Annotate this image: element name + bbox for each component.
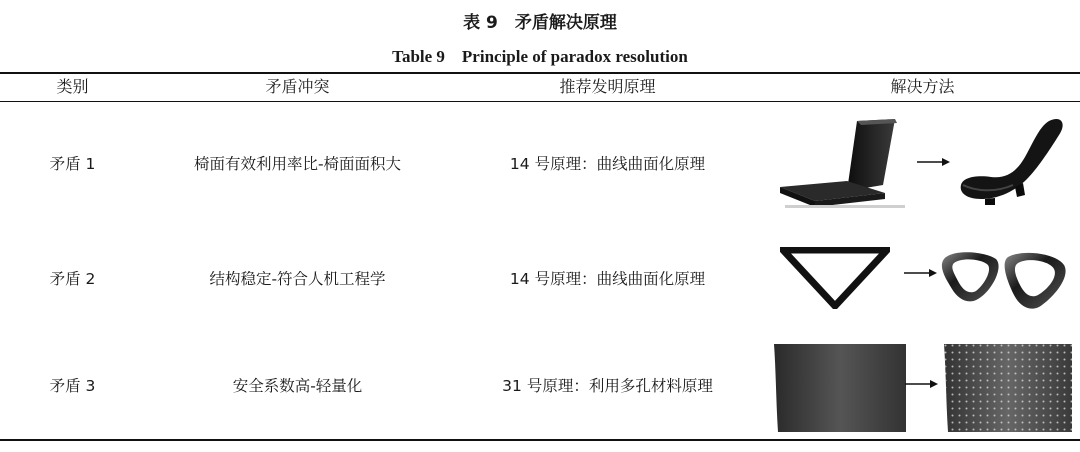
perforated-panel-icon bbox=[942, 342, 1074, 434]
header-principle: 推荐发明原理 bbox=[559, 77, 656, 96]
table-caption-english: Table 9 Principle of paradox resolution bbox=[392, 47, 688, 66]
table-header-rule bbox=[0, 101, 1080, 102]
row2-category: 矛盾 2 bbox=[49, 270, 96, 288]
row1-principle: 14 号原理：曲线曲面化原理 bbox=[509, 155, 706, 173]
row2-principle: 14 号原理：曲线曲面化原理 bbox=[509, 270, 706, 288]
header-conflict: 矛盾冲突 bbox=[265, 77, 330, 96]
table-caption-chinese: 表 9 矛盾解决原理 bbox=[463, 13, 617, 33]
arrow-right-icon bbox=[903, 377, 939, 391]
arrow-right-icon bbox=[902, 266, 938, 280]
row3-conflict: 安全系数高-轻量化 bbox=[232, 377, 363, 395]
table-top-rule bbox=[0, 72, 1080, 74]
flat-chair-icon bbox=[775, 115, 910, 213]
curved-chair-icon bbox=[955, 113, 1070, 208]
curved-ring-frames-icon bbox=[938, 245, 1070, 315]
header-solution: 解决方法 bbox=[890, 77, 955, 96]
row1-conflict: 椅面有效利用率比-椅面面积大 bbox=[193, 155, 402, 173]
header-category: 类别 bbox=[56, 77, 89, 96]
row2-conflict: 结构稳定-符合人机工程学 bbox=[209, 270, 386, 288]
solid-panel-icon bbox=[772, 342, 908, 434]
arrow-right-icon bbox=[915, 155, 951, 169]
triangle-frame-icon bbox=[780, 247, 890, 309]
row1-category: 矛盾 1 bbox=[49, 155, 96, 173]
row3-principle: 31 号原理：利用多孔材料原理 bbox=[502, 377, 713, 395]
table-bottom-rule bbox=[0, 439, 1080, 441]
row3-category: 矛盾 3 bbox=[49, 377, 96, 395]
